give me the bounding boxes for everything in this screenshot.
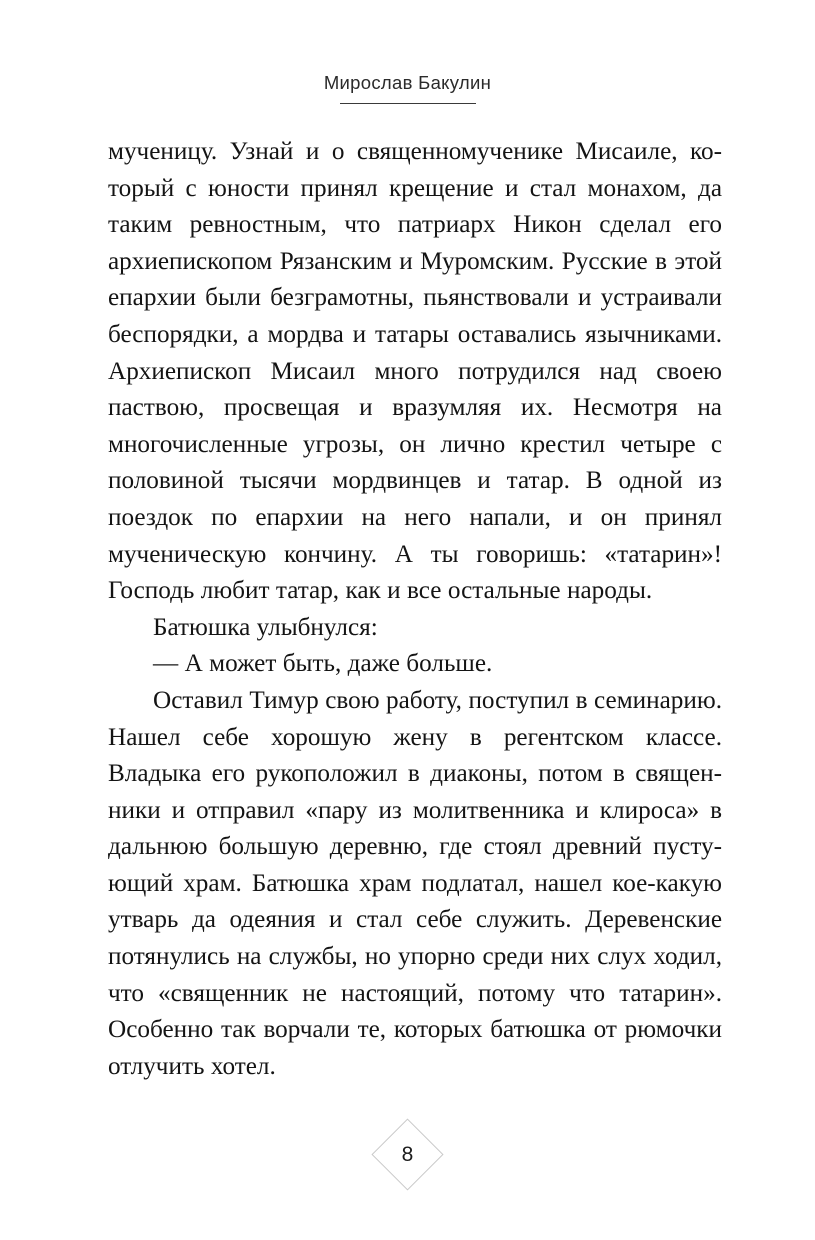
folio-ornament-group: [372, 1118, 444, 1190]
page-number: 8: [401, 1142, 414, 1166]
running-head: [0, 74, 815, 104]
running-head-author: Мирослав Бакулин: [323, 72, 492, 93]
paragraph-batyushka-smiled: Батюшка улыбнулся:: [153, 613, 378, 641]
paragraph-dialogue-line: — А может быть, даже больше.: [153, 650, 493, 678]
paragraph-timur-story: Оставил Тимур свою работу, поступил в семинарию. Нашел себе хорошую жену в регентском классе. Владыка его рукоположил в диаконы, потом в священники и отправил «пару из молитвенника и клироса» в дальнюю большую деревню, где стоял древний пустующий храм. Батюшка храм подлатал, нашел кое-какую утварь да одеяния и стал себе служить. Деревенские потянулись на службы, но упорно среди них слух ходил, что «священник не настоящий, потому что татарин». Особенно так ворчали те, которых батюшка от рюмочки отлучить хотел.: [108, 686, 722, 1080]
body-text-block: [108, 134, 722, 1085]
running-head-rule: [340, 103, 476, 104]
folio: [0, 1118, 815, 1194]
paragraph-continuation: мученицу. Узнай и о священномученике Мисаиле, который с юности принял крещение и стал монахом, да таким ревностным, что патриарх Никон сделал его архиепископом Рязанским и Муромским. Русские в этой епархии были безграмотны, пьянствовали и устраивали беспорядки, а мордва и татары оставались язычниками. Архиепископ Мисаил много потрудился над своею паствою, просвещая и вразумляя их. Несмотря на многочисленные угрозы, он лично крестил четыре с половиной тысячи мордвинцев и татар. В одной из поездок по епархии на него напали, и он принял мученическую кончину. А ты говоришь: «татарин»! Господь любит татар, как и все остальные народы.: [108, 138, 722, 605]
